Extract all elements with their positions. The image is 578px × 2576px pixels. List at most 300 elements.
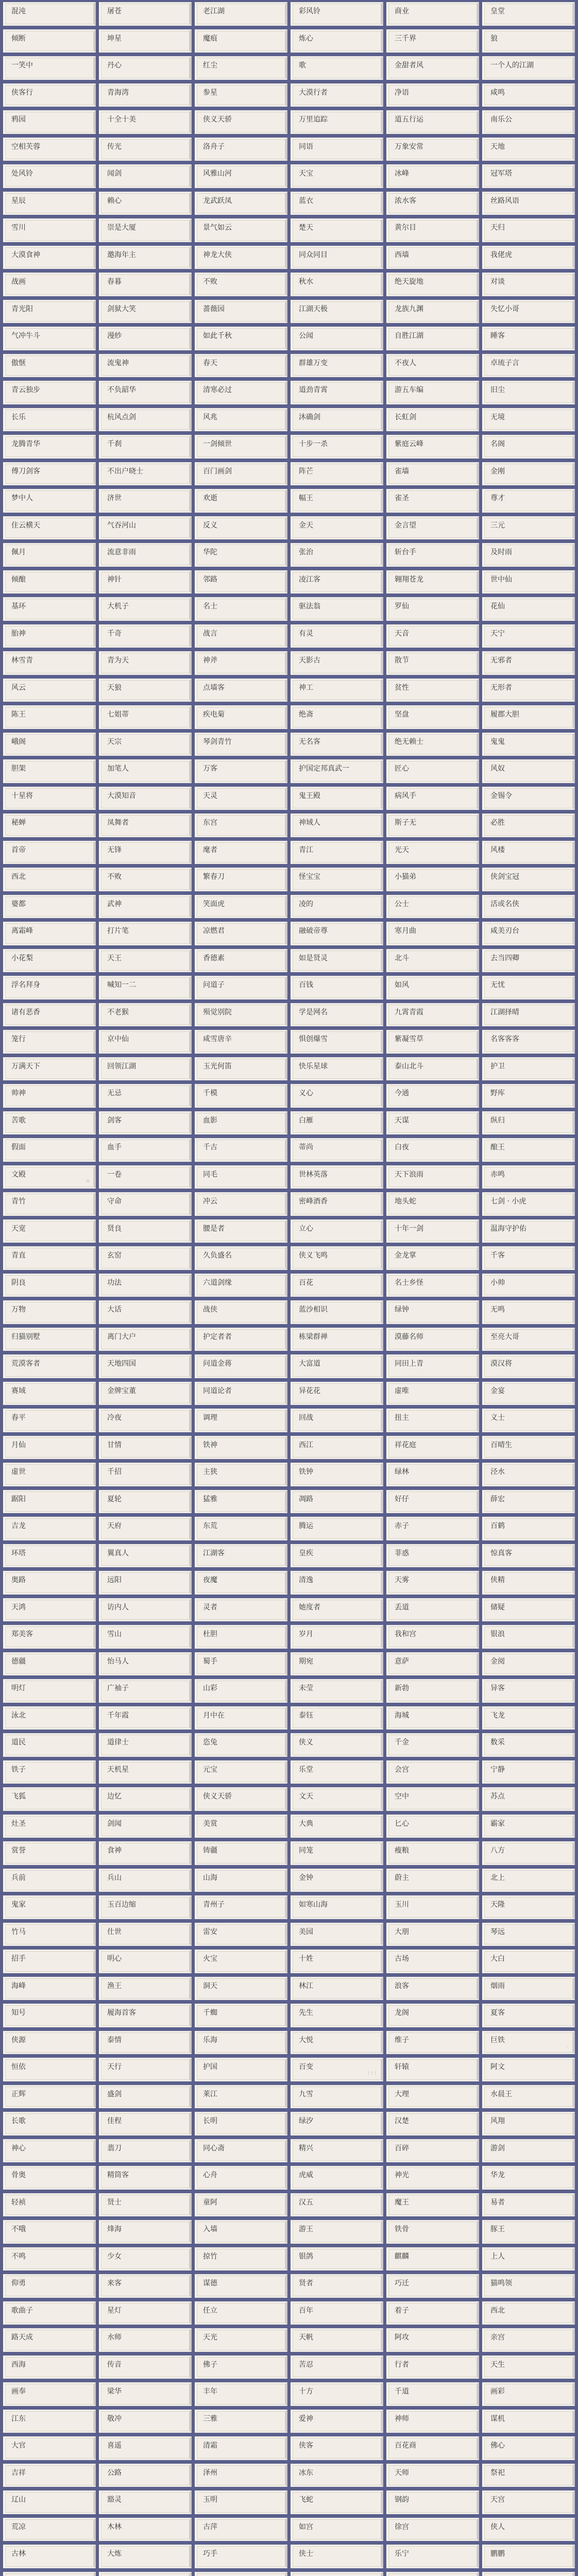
name-cell[interactable] (195, 1625, 287, 1649)
name-cell[interactable] (3, 138, 96, 161)
name-cell[interactable] (195, 705, 287, 729)
name-cell[interactable] (386, 218, 479, 242)
name-cell[interactable] (195, 1165, 287, 1189)
name-cell[interactable] (386, 408, 479, 432)
name-cell[interactable] (3, 1463, 96, 1486)
name-cell[interactable] (3, 1354, 96, 1378)
name-cell[interactable] (482, 2436, 575, 2460)
name-cell[interactable] (386, 1111, 479, 1135)
name-cell[interactable] (99, 705, 192, 729)
name-cell[interactable] (386, 273, 479, 296)
name-cell[interactable] (482, 2031, 575, 2055)
name-cell[interactable] (195, 2436, 287, 2460)
name-cell[interactable] (195, 2247, 287, 2271)
name-cell[interactable] (291, 1192, 383, 1216)
name-cell[interactable] (3, 1679, 96, 1703)
name-cell[interactable] (386, 1030, 479, 1054)
name-cell[interactable] (482, 1165, 575, 1189)
name-cell[interactable] (386, 624, 479, 648)
name-cell[interactable] (291, 1219, 383, 1243)
name-cell[interactable] (291, 408, 383, 432)
name-cell[interactable] (386, 2, 479, 26)
name-cell[interactable] (482, 1219, 575, 1243)
name-cell[interactable] (291, 2410, 383, 2433)
name-cell[interactable] (386, 192, 479, 215)
name-cell[interactable] (99, 83, 192, 107)
name-cell[interactable] (99, 2382, 192, 2406)
name-cell[interactable] (482, 56, 575, 80)
name-cell[interactable] (99, 1382, 192, 1405)
name-cell[interactable] (3, 2328, 96, 2352)
name-cell[interactable] (482, 2193, 575, 2217)
name-cell[interactable] (195, 2382, 287, 2406)
name-cell[interactable] (482, 1841, 575, 1865)
name-cell[interactable] (195, 2301, 287, 2325)
name-cell[interactable] (99, 2166, 192, 2190)
name-cell[interactable] (195, 624, 287, 648)
name-cell[interactable] (291, 1815, 383, 1838)
name-cell[interactable] (482, 192, 575, 215)
name-cell[interactable] (291, 1274, 383, 1297)
name-cell[interactable] (291, 1733, 383, 1757)
name-cell[interactable] (99, 868, 192, 891)
name-cell[interactable] (99, 624, 192, 648)
name-cell[interactable] (99, 814, 192, 837)
name-cell[interactable] (291, 1328, 383, 1351)
name-cell[interactable] (3, 273, 96, 296)
name-cell[interactable] (99, 1165, 192, 1189)
name-cell[interactable] (291, 2355, 383, 2379)
name-cell[interactable] (3, 1733, 96, 1757)
name-cell[interactable] (482, 327, 575, 350)
name-cell[interactable] (291, 895, 383, 919)
name-cell[interactable] (482, 705, 575, 729)
name-cell[interactable] (99, 2220, 192, 2244)
name-cell[interactable] (482, 2545, 575, 2568)
name-cell[interactable] (482, 408, 575, 432)
name-cell[interactable] (195, 1544, 287, 1568)
name-cell[interactable] (3, 1246, 96, 1270)
name-cell[interactable] (482, 922, 575, 945)
name-cell[interactable] (99, 976, 192, 999)
name-cell[interactable] (195, 1111, 287, 1135)
name-cell[interactable] (3, 1760, 96, 1784)
name-cell[interactable] (195, 2004, 287, 2027)
name-cell[interactable] (386, 516, 479, 540)
name-cell[interactable] (195, 2220, 287, 2244)
name-cell[interactable] (99, 2058, 192, 2081)
name-cell[interactable] (3, 2382, 96, 2406)
name-cell[interactable] (291, 2166, 383, 2190)
name-cell[interactable] (3, 381, 96, 404)
name-cell[interactable] (99, 1192, 192, 1216)
name-cell[interactable] (195, 651, 287, 675)
name-cell[interactable] (482, 651, 575, 675)
name-cell[interactable] (386, 327, 479, 350)
name-cell[interactable] (291, 2139, 383, 2163)
name-cell[interactable] (3, 1274, 96, 1297)
name-cell[interactable] (482, 138, 575, 161)
name-cell[interactable] (386, 83, 479, 107)
name-cell[interactable] (291, 164, 383, 188)
name-cell[interactable] (99, 435, 192, 459)
name-cell[interactable] (195, 354, 287, 378)
name-cell[interactable] (99, 2004, 192, 2027)
name-cell[interactable] (386, 651, 479, 675)
name-cell[interactable] (482, 1598, 575, 1622)
name-cell[interactable] (291, 381, 383, 404)
name-cell[interactable] (291, 1111, 383, 1135)
name-cell[interactable] (3, 1625, 96, 1649)
name-cell[interactable] (482, 2112, 575, 2136)
name-cell[interactable] (386, 2193, 479, 2217)
name-cell[interactable] (99, 597, 192, 621)
name-cell[interactable] (291, 787, 383, 810)
name-cell[interactable] (3, 2193, 96, 2217)
name-cell[interactable] (99, 1057, 192, 1081)
name-cell[interactable] (291, 29, 383, 53)
name-cell[interactable] (3, 1869, 96, 1892)
name-cell[interactable] (3, 462, 96, 486)
name-cell[interactable] (3, 2247, 96, 2271)
name-cell[interactable] (3, 2545, 96, 2568)
name-cell[interactable] (195, 1084, 287, 1108)
name-cell[interactable] (482, 2274, 575, 2298)
name-cell[interactable] (482, 435, 575, 459)
name-cell[interactable] (99, 2031, 192, 2055)
name-cell[interactable] (482, 2301, 575, 2325)
name-cell[interactable] (291, 2004, 383, 2027)
name-cell[interactable] (195, 1463, 287, 1486)
name-cell[interactable] (291, 841, 383, 865)
name-cell[interactable] (99, 164, 192, 188)
name-cell[interactable] (195, 1760, 287, 1784)
name-cell[interactable] (482, 895, 575, 919)
name-cell[interactable] (99, 1300, 192, 1324)
name-cell[interactable] (291, 922, 383, 945)
name-cell[interactable] (482, 2058, 575, 2081)
name-cell[interactable] (482, 1274, 575, 1297)
name-cell[interactable] (3, 2518, 96, 2541)
name-cell[interactable] (3, 2301, 96, 2325)
name-cell[interactable] (3, 2085, 96, 2109)
name-cell[interactable] (482, 246, 575, 269)
name-cell[interactable] (195, 2545, 287, 2568)
name-cell[interactable] (99, 949, 192, 973)
name-cell[interactable] (291, 1165, 383, 1189)
name-cell[interactable] (99, 2410, 192, 2433)
name-cell[interactable] (195, 489, 287, 513)
name-cell[interactable] (482, 218, 575, 242)
name-cell[interactable] (386, 246, 479, 269)
name-cell[interactable] (291, 2, 383, 26)
name-cell[interactable] (3, 1490, 96, 1514)
name-cell[interactable] (386, 2058, 479, 2081)
name-cell[interactable] (3, 1571, 96, 1595)
name-cell[interactable] (195, 1138, 287, 1162)
name-cell[interactable] (3, 1192, 96, 1216)
name-cell[interactable] (3, 1003, 96, 1027)
name-cell[interactable] (386, 1841, 479, 1865)
name-cell[interactable] (195, 841, 287, 865)
name-cell[interactable] (99, 1977, 192, 2001)
name-cell[interactable] (482, 1192, 575, 1216)
name-cell[interactable] (99, 246, 192, 269)
name-cell[interactable] (482, 1246, 575, 1270)
name-cell[interactable] (3, 164, 96, 188)
name-cell[interactable] (482, 1354, 575, 1378)
name-cell[interactable] (482, 2166, 575, 2190)
name-cell[interactable] (291, 1895, 383, 1919)
name-cell[interactable] (99, 570, 192, 594)
name-cell[interactable] (99, 354, 192, 378)
name-cell[interactable] (386, 2220, 479, 2244)
name-cell[interactable] (3, 2436, 96, 2460)
name-cell[interactable] (482, 1787, 575, 1811)
name-cell[interactable] (99, 1138, 192, 1162)
name-cell[interactable] (195, 29, 287, 53)
name-cell[interactable] (386, 29, 479, 53)
name-cell[interactable] (99, 841, 192, 865)
name-cell[interactable] (195, 1057, 287, 1081)
name-cell[interactable] (3, 1030, 96, 1054)
name-cell[interactable] (386, 1192, 479, 1216)
name-cell[interactable] (195, 1382, 287, 1405)
name-cell[interactable] (386, 110, 479, 134)
name-cell[interactable] (195, 273, 287, 296)
name-cell[interactable] (195, 1436, 287, 1460)
name-cell[interactable] (386, 1895, 479, 1919)
name-cell[interactable] (3, 2572, 96, 2576)
name-cell[interactable] (291, 2085, 383, 2109)
name-cell[interactable] (3, 1300, 96, 1324)
name-cell[interactable] (386, 1598, 479, 1622)
name-cell[interactable] (195, 814, 287, 837)
name-cell[interactable] (482, 2085, 575, 2109)
name-cell[interactable] (195, 435, 287, 459)
name-cell[interactable] (99, 381, 192, 404)
name-cell[interactable] (386, 300, 479, 324)
name-cell[interactable] (195, 922, 287, 945)
name-cell[interactable] (386, 705, 479, 729)
name-cell[interactable] (291, 273, 383, 296)
name-cell[interactable] (3, 1084, 96, 1108)
name-cell[interactable] (291, 1490, 383, 1514)
name-cell[interactable] (195, 2193, 287, 2217)
name-cell[interactable] (291, 56, 383, 80)
name-cell[interactable] (482, 1869, 575, 1892)
name-cell[interactable] (291, 300, 383, 324)
name-cell[interactable] (99, 1219, 192, 1243)
name-cell[interactable] (291, 2058, 383, 2081)
name-cell[interactable] (291, 83, 383, 107)
name-cell[interactable] (195, 543, 287, 567)
name-cell[interactable] (3, 976, 96, 999)
name-cell[interactable] (99, 2572, 192, 2576)
name-cell[interactable] (195, 462, 287, 486)
name-cell[interactable] (3, 651, 96, 675)
name-cell[interactable] (3, 29, 96, 53)
name-cell[interactable] (482, 83, 575, 107)
name-cell[interactable] (3, 1598, 96, 1622)
name-cell[interactable] (195, 2, 287, 26)
name-cell[interactable] (386, 2518, 479, 2541)
name-cell[interactable] (291, 1517, 383, 1540)
name-cell[interactable] (386, 2139, 479, 2163)
name-cell[interactable] (3, 2490, 96, 2514)
name-cell[interactable] (3, 2, 96, 26)
name-cell[interactable] (99, 1409, 192, 1432)
name-cell[interactable] (195, 2112, 287, 2136)
name-cell[interactable] (99, 2274, 192, 2298)
name-cell[interactable] (99, 218, 192, 242)
name-cell[interactable] (99, 1733, 192, 1757)
name-cell[interactable] (386, 922, 479, 945)
name-cell[interactable] (195, 1192, 287, 1216)
name-cell[interactable] (195, 570, 287, 594)
name-cell[interactable] (3, 1950, 96, 1973)
name-cell[interactable] (99, 787, 192, 810)
name-cell[interactable] (195, 787, 287, 810)
name-cell[interactable] (291, 1463, 383, 1486)
name-cell[interactable] (99, 2, 192, 26)
name-cell[interactable] (291, 1706, 383, 1730)
name-cell[interactable] (386, 1977, 479, 2001)
name-cell[interactable] (195, 2572, 287, 2576)
name-cell[interactable] (482, 624, 575, 648)
name-cell[interactable] (386, 381, 479, 404)
name-cell[interactable] (386, 1300, 479, 1324)
name-cell[interactable] (3, 570, 96, 594)
name-cell[interactable] (195, 408, 287, 432)
name-cell[interactable] (99, 2247, 192, 2271)
name-cell[interactable] (3, 1057, 96, 1081)
name-cell[interactable] (195, 516, 287, 540)
name-cell[interactable] (195, 1977, 287, 2001)
name-cell[interactable] (386, 1733, 479, 1757)
name-cell[interactable] (386, 1706, 479, 1730)
name-cell[interactable] (195, 1003, 287, 1027)
name-cell[interactable] (386, 2464, 479, 2487)
name-cell[interactable] (482, 787, 575, 810)
name-cell[interactable] (482, 976, 575, 999)
name-cell[interactable] (291, 733, 383, 756)
name-cell[interactable] (99, 29, 192, 53)
name-cell[interactable] (3, 110, 96, 134)
name-cell[interactable] (99, 1490, 192, 1514)
name-cell[interactable] (386, 1869, 479, 1892)
name-cell[interactable] (386, 1760, 479, 1784)
name-cell[interactable] (482, 841, 575, 865)
name-cell[interactable] (291, 2220, 383, 2244)
name-cell[interactable] (482, 1517, 575, 1540)
name-cell[interactable] (3, 1652, 96, 1676)
name-cell[interactable] (99, 273, 192, 296)
name-cell[interactable] (3, 56, 96, 80)
name-cell[interactable] (195, 2166, 287, 2190)
name-cell[interactable] (99, 2355, 192, 2379)
name-cell[interactable] (386, 543, 479, 567)
name-cell[interactable] (99, 1950, 192, 1973)
name-cell[interactable] (3, 868, 96, 891)
name-cell[interactable] (291, 2545, 383, 2568)
name-cell[interactable] (482, 868, 575, 891)
name-cell[interactable] (386, 2328, 479, 2352)
name-cell[interactable] (386, 759, 479, 783)
name-cell[interactable] (195, 1409, 287, 1432)
name-cell[interactable] (195, 192, 287, 215)
name-cell[interactable] (291, 1436, 383, 1460)
name-cell[interactable] (3, 2004, 96, 2027)
name-cell[interactable] (3, 327, 96, 350)
name-cell[interactable] (482, 110, 575, 134)
name-cell[interactable] (99, 679, 192, 702)
name-cell[interactable] (386, 787, 479, 810)
name-cell[interactable] (482, 1706, 575, 1730)
name-cell[interactable] (99, 1923, 192, 1946)
name-cell[interactable] (195, 1733, 287, 1757)
name-cell[interactable] (482, 1760, 575, 1784)
name-cell[interactable] (3, 2031, 96, 2055)
name-cell[interactable] (291, 110, 383, 134)
name-cell[interactable] (386, 841, 479, 865)
name-cell[interactable] (99, 1463, 192, 1486)
name-cell[interactable] (195, 2139, 287, 2163)
name-cell[interactable] (482, 2247, 575, 2271)
name-cell[interactable] (482, 164, 575, 188)
name-cell[interactable] (386, 1165, 479, 1189)
name-cell[interactable] (482, 1733, 575, 1757)
name-cell[interactable] (291, 679, 383, 702)
name-cell[interactable] (482, 2, 575, 26)
name-cell[interactable] (386, 1274, 479, 1297)
name-cell[interactable] (482, 814, 575, 837)
name-cell[interactable] (3, 218, 96, 242)
name-cell[interactable] (99, 1030, 192, 1054)
name-cell[interactable] (291, 2274, 383, 2298)
name-cell[interactable] (291, 2382, 383, 2406)
name-cell[interactable] (386, 679, 479, 702)
name-cell[interactable] (99, 2112, 192, 2136)
name-cell[interactable] (291, 2112, 383, 2136)
name-cell[interactable] (99, 300, 192, 324)
name-cell[interactable] (195, 1787, 287, 1811)
name-cell[interactable] (291, 597, 383, 621)
name-cell[interactable] (386, 354, 479, 378)
name-cell[interactable] (195, 1652, 287, 1676)
name-cell[interactable] (3, 2058, 96, 2081)
name-cell[interactable] (195, 110, 287, 134)
name-cell[interactable] (482, 1463, 575, 1486)
name-cell[interactable] (3, 841, 96, 865)
name-cell[interactable] (3, 246, 96, 269)
name-cell[interactable] (3, 1895, 96, 1919)
name-cell[interactable] (291, 1544, 383, 1568)
name-cell[interactable] (291, 462, 383, 486)
name-cell[interactable] (99, 1706, 192, 1730)
name-cell[interactable] (386, 1138, 479, 1162)
name-cell[interactable] (99, 733, 192, 756)
name-cell[interactable] (291, 1598, 383, 1622)
name-cell[interactable] (3, 1544, 96, 1568)
name-cell[interactable] (99, 110, 192, 134)
name-cell[interactable] (195, 300, 287, 324)
name-cell[interactable] (99, 1274, 192, 1297)
name-cell[interactable] (3, 354, 96, 378)
name-cell[interactable] (3, 1706, 96, 1730)
name-cell[interactable] (195, 1598, 287, 1622)
name-cell[interactable] (482, 1544, 575, 1568)
